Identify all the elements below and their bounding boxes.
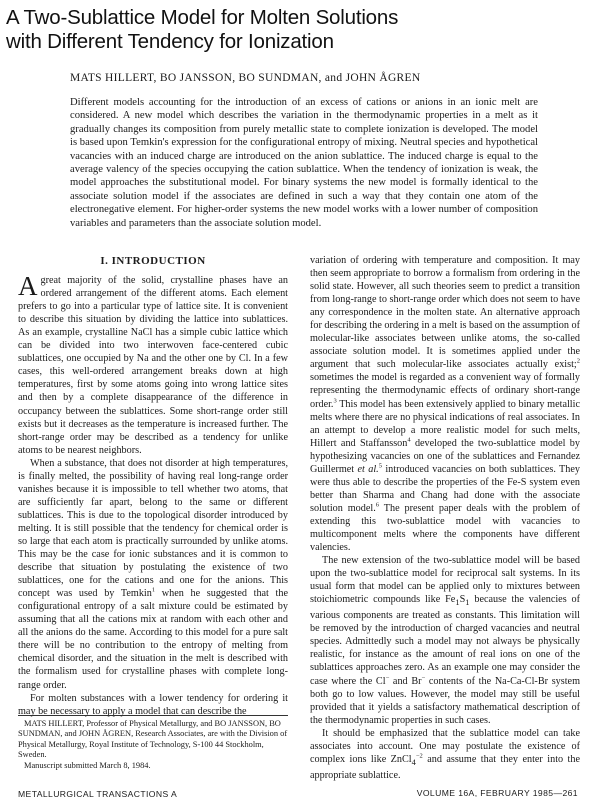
title-line-2: with Different Tendency for Ionization (6, 30, 334, 53)
section-heading: I. INTRODUCTION (100, 255, 206, 267)
subscript-zncl: 4 (411, 756, 416, 767)
citation-6: 6 (375, 501, 380, 509)
intro-paragraph-1-text: great majority of the solid, crystalline phases have an ordered arrangement of the different atoms. Each element prefers to go into a particular type of lattice site. It is convenient to describe this situation by dividing the lattice into sublattices. As an example, crystalline NaCl has a simple cubic lattice which can be divided into two interwoven face-centered cubic sublattices, one occupied by Na and the other one by Cl. In a few cases, this well-ordered arrangement breaks down at high temperatures, first by some atoms going into wrong lattice sites and then by a complete disappearance of the difference in occupancy between the sublattices. Some short-range order still exists but it decreases as the temperature is increased further. The short-range order may be described as a tendency for unlike atoms to be nearest neighbors. (18, 275, 288, 456)
right-paragraph-2-text-d: and Br (389, 675, 422, 687)
superscript-zncl-charge: −2 (415, 752, 423, 760)
citation-3: 3 (333, 397, 337, 405)
footnote-manuscript-date: Manuscript submitted March 8, 1984. (24, 760, 151, 770)
citation-1: 1 (151, 586, 156, 594)
subscript-s: 1 (465, 597, 470, 608)
drop-cap: A (18, 271, 38, 302)
journal-name: METALLURGICAL TRANSACTIONS A (18, 789, 178, 799)
author-footnote (18, 715, 292, 771)
citation-5: 5 (378, 462, 382, 470)
right-paragraph-1-text-b: sometimes the model is regarded as a convenient way of formally representing the thermodynamic effects of ordinary short-range order. (310, 372, 580, 410)
paper-title (6, 6, 566, 54)
right-paragraph-1-text-e: introduced vacancies on both sublattices. They were thus able to describe the properties of the Fe-S system even better than Sharma and Chang had done with the associate solution model. (310, 463, 580, 514)
footnote-affiliation: MATS HILLERT, Professor of Physical Metallurgy, and BO JANSSON, BO SUNDMAN, and JOHN ÅGREN, Research Associates, are with the Division of Physical Metallurgy, Royal Institute of Technology, S-100 44 Stockholm, Sweden. (18, 719, 288, 760)
citation-2: 2 (576, 357, 580, 365)
right-paragraph-1 (310, 254, 580, 554)
et-al: et al. (357, 463, 379, 475)
intro-paragraph-2 (18, 457, 288, 692)
right-paragraph-2-text-e: contents of the Na-Ca-Cl-Br system both go to low values. However, the model may still be useful provided that it yields a satisfactory mathematical description of the thermodynamic properties in such cases. (310, 675, 580, 726)
right-paragraph-1-text-f: The present paper deals with the problem of extending this two-sublattice model with vacancies to multicomponent melts where the components have different valencies. (310, 502, 580, 554)
right-paragraph-2-text-b: S (459, 594, 466, 606)
right-paragraph-1-text-a: variation of ordering with temperature and composition. It may then seem appropriate to borrow a formalism from ordering in the solid state. However, all such theories seem to predict a transition from long-range to short-range order which does not seem to have any correspondence in the molten state. An alternative approach for describing the ordering in a melt is based on the assumption of molecular-like associates between unlike atoms, the so-called associate solution model. It is sometimes applied under the argument that such molecular-like associates actually exist; (310, 255, 580, 371)
right-column (310, 254, 580, 782)
author-list: MATS HILLERT, BO JANSSON, BO SUNDMAN, and JOHN ÅGREN (70, 72, 421, 84)
right-paragraph-3 (310, 727, 580, 782)
intro-paragraph-3: For molten substances with a lower tendency for ordering it may be necessary to apply a model that can describe the (18, 692, 288, 717)
left-column (18, 255, 288, 718)
right-paragraph-3-text-b: and assume that they enter into the appropriate sublattice. (310, 753, 580, 781)
intro-paragraph-2-text-b: when he suggested that the configurational entropy of a salt mixture could be estimated by assuming that all the cations mix at random with each other and all the anions do the same. According to this model for a pure salt there will be no contribution to the entropy of melting from chemical disorder, and the situation in the melt is described with the formalism used for crystalline phases with complete long-range order. (18, 588, 289, 691)
abstract: Different models accounting for the introduction of an excess of cations or anions in an ionic melt are considered. A new model which describes the variation in the thermodynamic properties in a melt as it gradually changes its composition from purely metallic state to complete ionization is developed. The model is based upon Temkin's expression for the configurational entropy of mixing. Neutral species and hypothetical vacancies with an induced charge are introduced on the anion sublattice. The induced charge is equal to the average valency of the species occupying the cation sublattice. When the tendency of ionization is weak, the model approaches the substitutional model. For binary systems the new model is formally identical to the associate solution model if the associates are defined in such a way that they contain one atom of the electronegative element. For higher-order systems the new model works with a lower number of composition variables and parameters than the associate solution model. (70, 97, 538, 229)
superscript-br-charge: − (421, 674, 426, 682)
right-paragraph-2-text-a: The new extension of the two-sublattice model will be based upon the two-sublattice model for reciprocal salt systems. In its usual form that model can be applied only to mixtures between stoichiometric compounds like Fe (310, 555, 580, 606)
footnote-rule (18, 715, 288, 716)
right-paragraph-2-text-c: because the valencies of various components are treated as constants. This limitation will be removed by the introduction of charged vacancies and neutral species. Admittedly such a model may not always be physically realistic, for instance as the amount of real ions on one of the sublattices approaches zero. As an example one may consider the case where the Cl (310, 594, 581, 687)
title-line-1: A Two-Sublattice Model for Molten Solutions (6, 6, 399, 29)
intro-paragraph-2-text-a: When a substance, that does not disorder at high temperatures, is finally melted, the possibility of having real long-range order vanishes because it is impossible to tell whether two atoms, that are sufficiently far apart, belong to the same or different sublattices. This is due to the topological disorder introduced by melting. It is still possible that the tendency for chemical order is so large that each atom is practically surrounded by unlike atoms. This may be the case for ionic substances and it is common to describe that situation by postulating the existence of two sublattices, one for the cations and one for the anions. This concept was used by Temkin (18, 457, 288, 600)
volume-page-info: VOLUME 16A, FEBRUARY 1985—261 (416, 788, 578, 798)
citation-4: 4 (407, 436, 411, 444)
intro-paragraph-1 (18, 271, 288, 457)
right-paragraph-3-text-a: It should be emphasized that the sublattice model can take associates into account. One may postulate the existence of complex ions like ZnCl (310, 727, 580, 765)
right-paragraph-1-text-c: This model has been extensively applied to binary metallic melts where there are no physical indications of real associates. In an attempt to develop a more realistic model for such melts, Hillert and Staffansson (310, 398, 580, 449)
right-paragraph-1-text-d: developed the two-sublattice model by hypothesizing vacancies on one of the sublattices and Fernandez Guillermet (310, 437, 580, 475)
subscript-fe: 1 (455, 597, 460, 608)
right-paragraph-2 (310, 554, 580, 727)
superscript-cl-charge: − (385, 674, 390, 682)
